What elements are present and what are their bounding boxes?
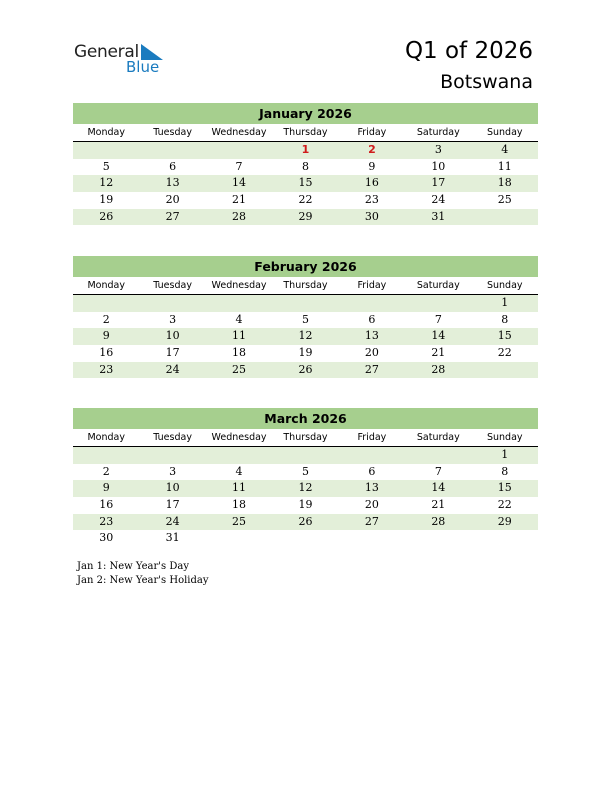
day-cell: 10 — [431, 159, 446, 173]
weekday-label: Sunday — [486, 280, 523, 291]
day-cell: 17 — [165, 346, 180, 360]
day-cell — [339, 530, 405, 547]
day-cell: 27 — [165, 209, 180, 223]
weekday-header-row — [73, 429, 538, 447]
weekday-label: Tuesday — [153, 432, 192, 443]
day-cell: 28 — [431, 362, 446, 376]
day-cell: 27 — [364, 514, 379, 528]
day-cell: 22 — [497, 498, 512, 512]
day-cell: 25 — [497, 193, 512, 207]
day-cell: 11 — [232, 329, 247, 343]
day-cell: 26 — [298, 514, 313, 528]
day-cell: 23 — [99, 514, 114, 528]
day-cell: 25 — [232, 362, 247, 376]
day-cell: 26 — [298, 362, 313, 376]
holiday-day-cell: 1 — [301, 143, 310, 156]
day-cell: 10 — [165, 481, 180, 495]
day-cell: 30 — [364, 209, 379, 223]
day-cell: 17 — [431, 176, 446, 190]
day-cell: 27 — [364, 362, 379, 376]
week-row — [73, 362, 538, 379]
day-cell — [73, 295, 139, 312]
weekday-label: Monday — [87, 127, 125, 138]
day-cell: 11 — [497, 159, 512, 173]
day-cell: 20 — [165, 193, 180, 207]
week-row — [73, 209, 538, 226]
logo-text-general: General — [74, 42, 139, 62]
day-cell: 23 — [99, 362, 114, 376]
day-cell: 5 — [301, 312, 309, 326]
weekday-label: Friday — [357, 127, 387, 138]
day-cell: 3 — [434, 143, 442, 156]
day-cell: 31 — [165, 531, 180, 545]
day-cell — [206, 447, 272, 464]
weekday-label: Wednesday — [211, 432, 267, 443]
weekday-label: Friday — [357, 280, 387, 291]
country-name: Botswana — [440, 71, 533, 93]
day-cell: 5 — [102, 159, 110, 173]
weekday-label: Wednesday — [211, 280, 267, 291]
day-cell: 22 — [497, 346, 512, 360]
week-row — [73, 447, 538, 464]
day-cell: 20 — [364, 346, 379, 360]
weekday-label: Thursday — [283, 127, 328, 138]
day-cell: 10 — [165, 329, 180, 343]
day-cell: 3 — [169, 464, 177, 478]
week-row — [73, 514, 538, 531]
day-cell — [206, 142, 272, 159]
day-cell — [139, 295, 205, 312]
day-cell: 6 — [368, 464, 376, 478]
month-title: February 2026 — [73, 256, 538, 277]
holiday-day-cell: 2 — [368, 143, 376, 156]
week-row — [73, 497, 538, 514]
day-cell: 13 — [364, 329, 379, 343]
day-cell: 7 — [434, 464, 442, 478]
logo-text-blue: Blue — [126, 58, 160, 76]
day-cell: 15 — [298, 176, 313, 190]
day-cell: 19 — [298, 498, 313, 512]
day-cell: 7 — [434, 312, 442, 326]
day-cell: 29 — [298, 209, 313, 223]
day-cell: 18 — [232, 346, 247, 360]
day-cell: 13 — [364, 481, 379, 495]
weekday-label: Saturday — [416, 432, 460, 443]
weekday-label: Tuesday — [153, 127, 192, 138]
day-cell: 2 — [102, 464, 110, 478]
day-cell: 4 — [235, 464, 243, 478]
holiday-notes — [77, 560, 209, 587]
week-row — [73, 328, 538, 345]
day-cell: 31 — [431, 209, 446, 223]
day-cell: 19 — [298, 346, 313, 360]
day-cell: 20 — [364, 498, 379, 512]
day-cell — [405, 295, 471, 312]
day-cell: 18 — [232, 498, 247, 512]
day-cell: 24 — [165, 514, 180, 528]
day-cell — [472, 209, 538, 226]
week-row — [73, 464, 538, 481]
day-cell — [73, 142, 139, 159]
weekday-label: Monday — [87, 432, 125, 443]
day-cell: 6 — [169, 159, 177, 173]
weekday-label: Saturday — [416, 280, 460, 291]
week-row — [73, 345, 538, 362]
week-row — [73, 192, 538, 209]
month-title: January 2026 — [73, 103, 538, 124]
week-row — [73, 530, 538, 547]
day-cell: 16 — [99, 346, 114, 360]
week-row — [73, 295, 538, 312]
day-cell: 28 — [232, 209, 247, 223]
day-cell: 12 — [298, 329, 313, 343]
weekday-label: Friday — [357, 432, 387, 443]
day-cell — [339, 295, 405, 312]
day-cell: 24 — [165, 362, 180, 376]
day-cell — [272, 530, 338, 547]
week-row — [73, 312, 538, 329]
day-cell — [139, 142, 205, 159]
day-cell: 1 — [501, 296, 509, 309]
weekday-header-row — [73, 277, 538, 295]
day-cell — [405, 530, 471, 547]
day-cell — [339, 447, 405, 464]
day-cell: 15 — [497, 481, 512, 495]
day-cell: 16 — [364, 176, 379, 190]
holiday-note: Jan 2: New Year's Holiday — [77, 574, 209, 586]
generalblue-logo — [74, 42, 174, 78]
weekday-label: Saturday — [416, 127, 460, 138]
week-row — [73, 142, 538, 159]
weekday-label: Sunday — [486, 127, 523, 138]
day-cell: 2 — [102, 312, 110, 326]
day-cell: 4 — [235, 312, 243, 326]
day-cell: 26 — [99, 209, 114, 223]
day-cell: 21 — [431, 346, 446, 360]
day-cell: 25 — [232, 514, 247, 528]
month-title: March 2026 — [73, 408, 538, 429]
day-cell — [73, 447, 139, 464]
day-cell — [206, 530, 272, 547]
day-cell: 8 — [501, 312, 509, 326]
day-cell: 9 — [102, 481, 110, 495]
weekday-label: Monday — [87, 280, 125, 291]
day-cell — [472, 530, 538, 547]
day-cell: 19 — [99, 193, 114, 207]
day-cell — [405, 447, 471, 464]
day-cell: 21 — [431, 498, 446, 512]
day-cell: 14 — [431, 329, 446, 343]
day-cell: 30 — [99, 531, 114, 545]
weekday-label: Tuesday — [153, 280, 192, 291]
day-cell: 4 — [501, 143, 509, 156]
month-block — [73, 103, 538, 225]
weekday-label: Thursday — [283, 280, 328, 291]
day-cell: 12 — [99, 176, 114, 190]
day-cell — [206, 295, 272, 312]
day-cell: 29 — [497, 514, 512, 528]
day-cell: 14 — [431, 481, 446, 495]
day-cell: 5 — [301, 464, 309, 478]
day-cell: 13 — [165, 176, 180, 190]
week-row — [73, 159, 538, 176]
day-cell — [472, 362, 538, 379]
day-cell: 7 — [235, 159, 243, 173]
holiday-note: Jan 1: New Year's Day — [77, 561, 189, 572]
day-cell — [272, 295, 338, 312]
day-cell: 17 — [165, 498, 180, 512]
day-cell — [139, 447, 205, 464]
day-cell: 22 — [298, 193, 313, 207]
day-cell: 1 — [501, 448, 509, 461]
month-block — [73, 408, 538, 547]
day-cell: 8 — [501, 464, 509, 478]
day-cell: 21 — [232, 193, 247, 207]
weekday-label: Wednesday — [211, 127, 267, 138]
day-cell: 24 — [431, 193, 446, 207]
day-cell: 15 — [497, 329, 512, 343]
weekday-label: Thursday — [283, 432, 328, 443]
day-cell — [272, 447, 338, 464]
day-cell: 3 — [169, 312, 177, 326]
day-cell: 18 — [497, 176, 512, 190]
day-cell: 23 — [364, 193, 379, 207]
day-cell: 6 — [368, 312, 376, 326]
weekday-label: Sunday — [486, 432, 523, 443]
day-cell: 9 — [102, 329, 110, 343]
day-cell: 12 — [298, 481, 313, 495]
day-cell: 28 — [431, 514, 446, 528]
month-block — [73, 256, 538, 378]
week-row — [73, 480, 538, 497]
day-cell: 9 — [368, 159, 376, 173]
day-cell: 14 — [232, 176, 247, 190]
day-cell: 16 — [99, 498, 114, 512]
day-cell: 11 — [232, 481, 247, 495]
page-title: Q1 of 2026 — [404, 38, 533, 64]
weekday-header-row — [73, 124, 538, 142]
day-cell: 8 — [301, 159, 309, 173]
week-row — [73, 175, 538, 192]
